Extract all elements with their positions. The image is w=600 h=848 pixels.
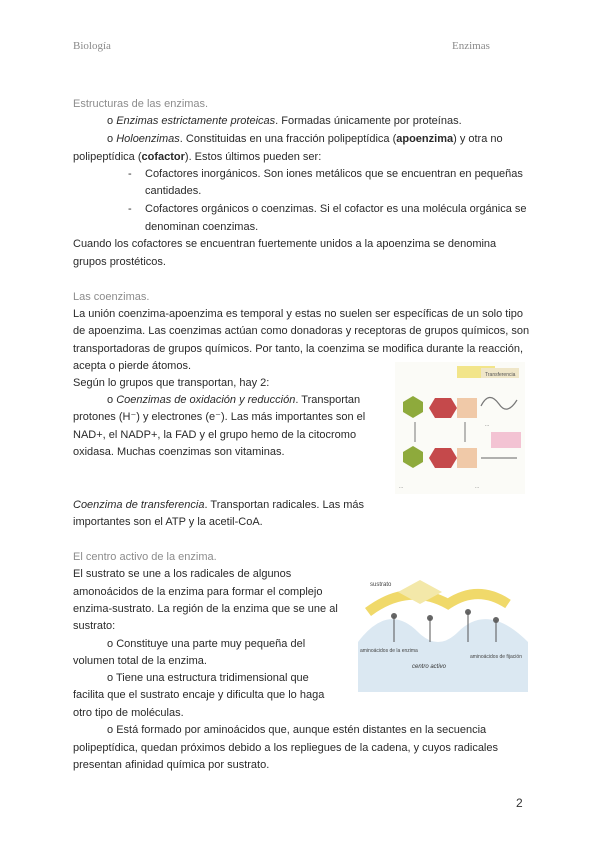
paragraph-line: transportadoras de grupos químicos. Por tanto, la coenzima se modifica durante la reacción, bbox=[73, 343, 524, 355]
dash-item-line: Cofactores inorgánicos. Son iones metálicos que se encuentran en pequeñas bbox=[145, 168, 523, 180]
text: . Formadas únicamente por proteínas. bbox=[275, 115, 462, 127]
term-emphasis: Holoenzimas bbox=[116, 133, 180, 145]
figure-caption: centro activo bbox=[412, 664, 447, 670]
dash-glyph: - bbox=[128, 203, 132, 215]
bullet-glyph: o bbox=[107, 133, 114, 145]
active-site-diagram bbox=[358, 572, 528, 692]
text: Tiene una estructura tridimensional que bbox=[115, 672, 309, 684]
bullet-glyph: o bbox=[107, 724, 114, 736]
paragraph-line: acepta o pierde átomos. bbox=[73, 360, 192, 372]
paragraph-line: La unión coenzima-apoenzima es temporal y estas no suelen ser específicas de un solo tipo bbox=[73, 308, 524, 320]
text: ). Estos últimos pueden ser: bbox=[184, 151, 322, 163]
term-emphasis: Coenzima de transferencia bbox=[73, 499, 205, 511]
list-item bbox=[107, 113, 462, 129]
list-item bbox=[107, 722, 486, 738]
list-item bbox=[107, 392, 360, 408]
text: ) y otra no bbox=[453, 133, 503, 145]
paragraph-line: NAD+, el NADP+, la FAD y el grupo hemo de la citocromo bbox=[73, 429, 357, 441]
paragraph-line: amonoácidos de la enzima para formar el complejo bbox=[73, 586, 323, 598]
list-item bbox=[107, 670, 309, 686]
text: . Transportan bbox=[295, 394, 361, 406]
molecule-shape bbox=[491, 432, 521, 448]
paragraph-line: polipeptídica, quedan próximos debido a los repliegues de la cadena, y cuyos radicales bbox=[73, 742, 498, 754]
section-title-estructuras: Estructuras de las enzimas. bbox=[73, 98, 209, 110]
list-item bbox=[107, 131, 503, 147]
figure-caption: ... bbox=[485, 422, 490, 428]
term-emphasis: Coenzimas de oxidación y reducción bbox=[116, 394, 296, 406]
paragraph-line: de apoenzima. Las coenzimas actúan como donadoras y receptoras de grupos químicos, son bbox=[73, 325, 530, 337]
coenzyme-diagram bbox=[395, 362, 525, 494]
enzyme-shape bbox=[457, 398, 477, 418]
paragraph-line: otro tipo de moléculas. bbox=[73, 707, 184, 719]
bullet-glyph: o bbox=[107, 115, 114, 127]
term-bold: apoenzima bbox=[396, 133, 454, 145]
paragraph-line: volumen total de la enzima. bbox=[73, 655, 207, 667]
figure-caption: ... bbox=[399, 484, 404, 490]
bullet-glyph: o bbox=[107, 394, 114, 406]
paragraph-line: El sustrato se une a los radicales de algunos bbox=[73, 568, 292, 580]
enzyme-shape bbox=[457, 448, 477, 468]
enzyme-shape bbox=[429, 398, 457, 418]
term-emphasis: Enzimas estrictamente proteicas bbox=[116, 115, 276, 127]
figure-caption: sustrato bbox=[370, 582, 392, 588]
paragraph-line: Según lo grupos que transportan, hay 2: bbox=[73, 377, 270, 389]
bullet-glyph: o bbox=[107, 638, 114, 650]
paragraph-line: facilita que el sustrato encaje y dificulta que lo haga bbox=[73, 689, 325, 701]
figure-caption: Transferencia bbox=[485, 372, 516, 378]
header-topic: Enzimas bbox=[452, 40, 490, 52]
dash-item-line: Cofactores orgánicos o coenzimas. Si el cofactor es una molécula orgánica se bbox=[145, 203, 527, 215]
paragraph-line: importantes son el ATP y la acetil-CoA. bbox=[73, 516, 263, 528]
paragraph-line: grupos prostéticos. bbox=[73, 256, 166, 268]
dash-item-line: cantidades. bbox=[145, 185, 202, 197]
enzyme-shape bbox=[429, 448, 457, 468]
section-title-coenzimas: Las coenzimas. bbox=[73, 291, 150, 303]
text: Constituye una parte muy pequeña del bbox=[116, 638, 306, 650]
figure-caption: aminoácidos de fijación bbox=[470, 654, 522, 660]
list-item bbox=[107, 636, 305, 652]
paragraph-line: sustrato: bbox=[73, 620, 116, 632]
bullet-glyph: o bbox=[107, 672, 114, 684]
dash-item-line: denominan coenzimas. bbox=[145, 221, 259, 233]
paragraph-line: presentan afinidad química por sustrato. bbox=[73, 759, 270, 771]
paragraph-line: enzima-sustrato. La región de la enzima que se une al bbox=[73, 603, 338, 615]
dash-glyph: - bbox=[128, 168, 132, 180]
figure-caption: ... bbox=[475, 484, 480, 490]
text: . Constituidas en una fracción polipeptídica ( bbox=[179, 133, 397, 145]
text: Está formado por aminoácidos que, aunque estén distantes en la secuencia bbox=[116, 724, 487, 736]
paragraph-line: oxidasa. Muchas coenzimas son vitaminas. bbox=[73, 446, 285, 458]
term-bold: cofactor bbox=[141, 151, 185, 163]
paragraph-line: protones (H⁻) y electrones (e⁻). Las más importantes son el bbox=[73, 411, 366, 423]
paragraph-line: Cuando los cofactores se encuentran fuertemente unidos a la apoenzima se denomina bbox=[73, 238, 497, 250]
text: polipeptídica ( bbox=[73, 151, 142, 163]
header-subject: Biología bbox=[73, 40, 111, 52]
paragraph-line bbox=[73, 497, 364, 513]
page-number: 2 bbox=[516, 796, 523, 810]
paragraph-line bbox=[73, 149, 321, 165]
figure-caption: aminoácidos de la enzima bbox=[360, 648, 418, 654]
text: . Transportan radicales. Las más bbox=[204, 499, 365, 511]
section-title-centro-activo: El centro activo de la enzima. bbox=[73, 551, 217, 563]
